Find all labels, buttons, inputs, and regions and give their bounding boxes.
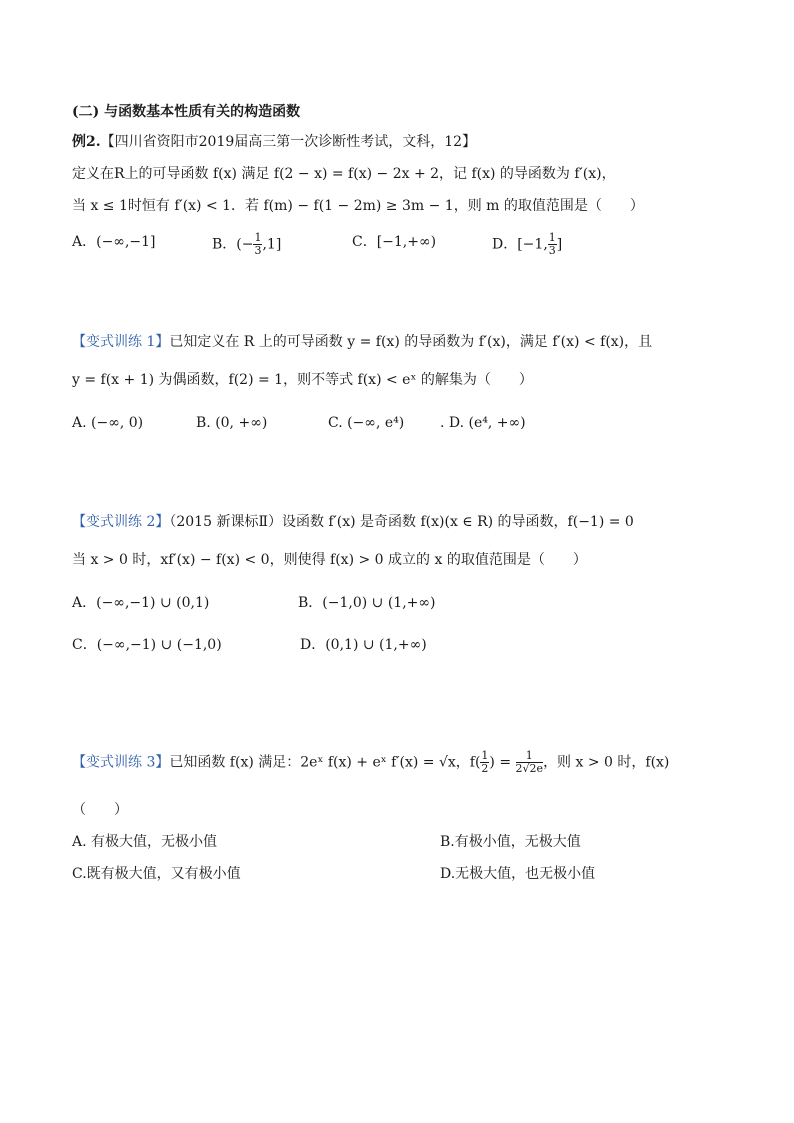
fraction-denominator: 3 (254, 244, 262, 257)
variant1-option-b: B. (0, +∞) (196, 415, 268, 431)
variant3-text-mid: ) = (489, 754, 512, 771)
variant3-option-c: C.既有极大值，又有极小值 (72, 866, 241, 882)
example2-header (72, 132, 476, 152)
variant3-text-post: ，则 x > 0 时，f(x) (543, 754, 670, 771)
example2-label: 例2. (72, 134, 101, 150)
fraction-numerator: 1 (516, 750, 544, 763)
variant1-option-d: . D. (e⁴, +∞) (440, 415, 526, 431)
section-title: (二) 与函数基本性质有关的构造函数 (72, 104, 301, 120)
variant2-line1 (72, 512, 634, 532)
example2-option-a: A．(−∞,−1] (72, 234, 156, 250)
variant1-line2: y = f(x + 1) 为偶函数，f(2) = 1，则不等式 f(x) < eˣ 的解集为（ ） (72, 372, 533, 388)
variant2-option-b: B．(−1,0) ∪ (1,+∞) (298, 595, 436, 611)
example2-line2: 当 x ≤ 1时恒有 f′(x) < 1．若 f(m) − f(1 − 2m) ≥ 3m − 1，则 m 的取值范围是（ ） (72, 198, 644, 214)
variant2-option-a: A．(−∞,−1) ∪ (0,1) (72, 595, 210, 611)
variant3-text-pre: 已知函数 f(x) 满足：2eˣ f(x) + eˣ f′(x) = √x，f( (169, 754, 481, 771)
fraction-numerator: 1 (548, 231, 556, 244)
example2-line1: 定义在R上的可导函数 f(x) 满足 f(2 − x) = f(x) − 2x + 2，记 f(x) 的导函数为 f′(x)， (72, 166, 616, 182)
variant2-text1: （2015 新课标Ⅱ）设函数 f′(x) 是奇函数 f(x)(x ∈ R) 的导函数，f(−1) = 0 (169, 514, 634, 530)
variant3-line2: （ ） (72, 802, 128, 818)
variant3-label: 【变式训练 3】 (72, 754, 170, 771)
variant2-label: 【变式训练 2】 (72, 514, 170, 530)
variant3-option-d: D.无极大值，也无极小值 (440, 866, 596, 882)
example2-option-b (212, 232, 281, 257)
variant1-text1: 已知定义在 R 上的可导函数 y = f(x) 的导函数为 f′(x)，满足 f′(x) < f(x)，且 (169, 334, 653, 350)
variant1-option-a: A. (−∞, 0) (72, 415, 144, 431)
variant1-option-c: C. (−∞, e⁴) (328, 415, 405, 431)
variant3-fraction-value (516, 750, 544, 775)
example2-option-d-post: ] (556, 236, 563, 253)
example2-option-d-fraction (548, 232, 557, 257)
fraction-denominator: 2√2e (515, 762, 544, 775)
example2-source: 【四川省资阳市2019届高三第一次诊断性考试，文科，12】 (100, 134, 477, 150)
variant2-option-c: C．(−∞,−1) ∪ (−1,0) (72, 637, 222, 653)
variant1-label: 【变式训练 1】 (72, 334, 170, 350)
fraction-denominator: 3 (548, 244, 556, 257)
fraction-denominator: 2 (481, 762, 489, 775)
variant2-option-d: D．(0,1) ∪ (1,+∞) (300, 637, 427, 653)
variant3-option-a: A. 有极大值，无极小值 (72, 834, 218, 850)
variant2-line2: 当 x > 0 时，xf′(x) − f(x) < 0，则使得 f(x) > 0 成立的 x 的取值范围是（ ） (72, 552, 587, 568)
example2-option-d-pre: D．[−1, (492, 236, 548, 253)
fraction-numerator: 1 (254, 231, 262, 244)
variant1-line1 (72, 332, 652, 352)
example2-option-b-post: ,1] (262, 236, 282, 253)
example2-option-d (492, 232, 562, 257)
variant3-line1 (72, 750, 669, 775)
example2-option-c: C．[−1,+∞) (352, 234, 437, 250)
variant3-option-b: B.有极小值，无极大值 (440, 834, 581, 850)
fraction-numerator: 1 (481, 749, 489, 762)
example2-option-b-pre: B．(− (212, 236, 254, 253)
